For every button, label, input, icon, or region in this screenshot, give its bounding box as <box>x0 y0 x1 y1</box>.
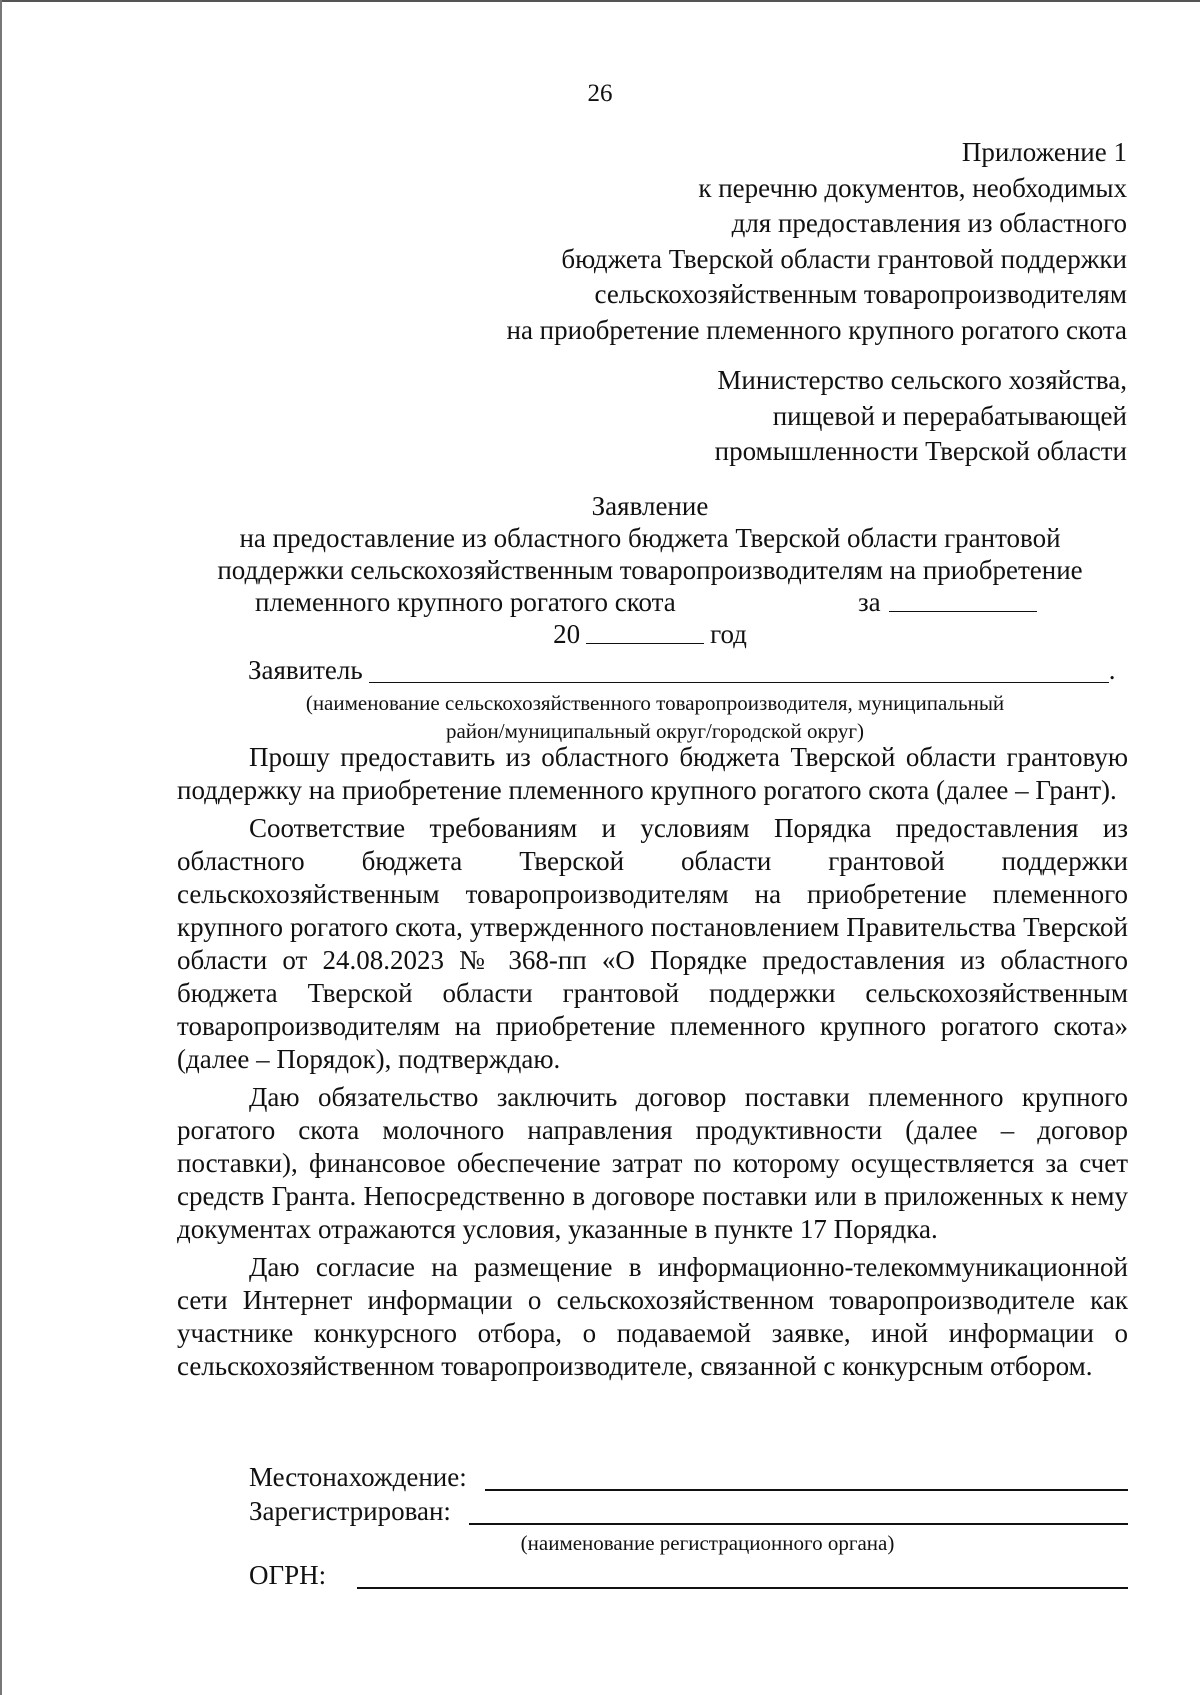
recipient-line: Министерство сельского хозяйства, <box>717 365 1127 395</box>
year-blank[interactable] <box>586 618 704 644</box>
period-blank[interactable] <box>889 586 1037 612</box>
title-line-3-text: племенного крупного рогатого скота <box>255 587 676 617</box>
year-prefix: 20 <box>553 619 581 649</box>
applicant-blank[interactable] <box>369 655 1109 683</box>
applicant-details <box>177 1462 1128 1594</box>
registered-row <box>177 1496 1128 1530</box>
appendix-line: к перечню документов, необходимых <box>698 172 1127 203</box>
appendix-header <box>507 135 1128 348</box>
applicant-row <box>248 655 1128 686</box>
applicant-end-dot: . <box>1108 655 1116 685</box>
applicant-caption-line: (наименование сельскохозяйственного товаропроизводителя, муниципальный <box>305 691 1005 715</box>
applicant-label: Заявитель <box>248 655 363 685</box>
year-suffix: год <box>710 619 747 649</box>
location-blank[interactable] <box>485 1489 1128 1491</box>
recipient-line: промышленности Тверской области <box>714 436 1127 466</box>
paragraph-consent: Даю согласие на размещение в информационно-телекоммуникационной сети Интернет информации о сельскохозяйственном товаропроизводителе как участнике конкурсного отбора, о подаваемой заявке, иной информации о сельскохозяйственном товаропроизводителе, связанной с конкурсным отбором. <box>177 1252 1128 1381</box>
title-line-2: поддержки сельскохозяйственным товаропроизводителям на приобретение <box>217 555 1083 585</box>
paragraph-obligation: Даю обязательство заключить договор поставки племенного крупного рогатого скота молочного направления продуктивности (далее – договор поставки), финансовое обеспечение затрат по которому осуществляется за счет средств Гранта. Непосредственно в договоре поставки или в приложенных к нему документах отражаются условия, указанные в пункте 17 Порядка. <box>177 1082 1128 1244</box>
paragraph-compliance: Соответствие требованиям и условиям Порядка предоставления из областного бюджета Тверской области грантовой поддержки сельскохозяйственным товаропроизводителям на приобретение племенного крупного рогатого скота, утвержденного постановлением Правительства Тверской области от 24.08.2023 № 368-пп «О Порядке предоставления из областного бюджета Тверской области грантовой поддержки сельскохозяйственным товаропроизводителям на приобретение племенного крупного рогатого скота» (далее – Порядок), подтверждаю. <box>177 813 1128 1074</box>
title-line-3 <box>170 586 1130 618</box>
appendix-line: на приобретение племенного крупного рогатого скота <box>506 314 1127 345</box>
page-number: 26 <box>587 80 613 107</box>
ogrn-row <box>177 1560 1128 1594</box>
ogrn-blank[interactable] <box>357 1587 1128 1589</box>
appendix-line: для предоставления из областного <box>731 208 1127 238</box>
appendix-line: бюджета Тверской области грантовой поддержки <box>561 243 1127 274</box>
paragraph-request: Прошу предоставить из областного бюджета Тверской области грантовую поддержку на приобретение племенного крупного рогатого скота (далее – Грант). <box>177 742 1128 805</box>
period-group <box>858 586 1037 618</box>
year-line <box>170 618 1130 650</box>
appendix-line: Приложение 1 <box>961 137 1127 167</box>
application-body <box>177 741 1128 1383</box>
registered-blank[interactable] <box>469 1523 1128 1525</box>
application-title <box>170 490 1130 650</box>
ogrn-label: ОГРН: <box>249 1560 327 1590</box>
location-label: Местонахождение: <box>249 1462 467 1492</box>
scan-edge-left <box>0 0 2 1695</box>
applicant-caption <box>175 689 1135 745</box>
registered-caption: (наименование регистрационного органа) <box>520 1531 895 1555</box>
period-label: за <box>858 587 881 617</box>
applicant-caption-line: район/муниципальный округ/городской округ) <box>445 719 865 743</box>
title-line-1: на предоставление из областного бюджета Тверской области грантовой <box>239 523 1061 553</box>
location-row <box>177 1462 1128 1496</box>
recipient-line: пищевой и перерабатывающей <box>772 400 1127 431</box>
registered-label: Зарегистрирован: <box>249 1496 451 1526</box>
scan-edge-top <box>0 0 1200 2</box>
title-heading: Заявление <box>591 491 709 521</box>
recipient-block <box>715 363 1127 470</box>
appendix-line: сельскохозяйственным товаропроизводителям <box>594 279 1127 309</box>
